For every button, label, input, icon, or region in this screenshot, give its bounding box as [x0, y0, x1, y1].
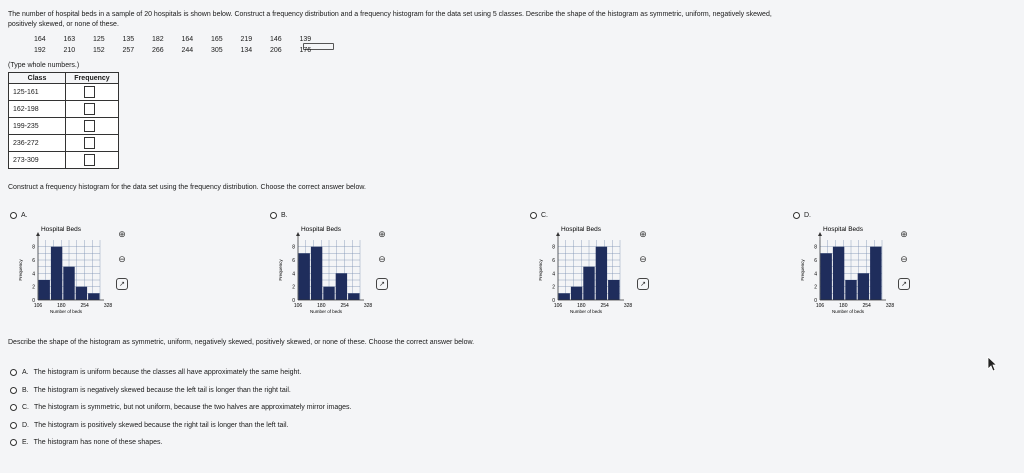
histogram-bar	[299, 253, 310, 300]
radio-shape-c[interactable]	[10, 404, 17, 411]
zoom-out-icon[interactable]: ⊖	[639, 253, 647, 264]
chart-tools-b	[376, 228, 390, 303]
histogram-bar	[596, 247, 607, 300]
data-value: 206	[270, 47, 282, 54]
chart-title: Hospital Beds	[560, 226, 602, 233]
question-prompt	[8, 10, 1020, 30]
data-value: 152	[93, 47, 105, 54]
y-axis-arrow	[296, 232, 300, 236]
x-axis-label: Number of beds	[831, 309, 865, 314]
x-tick-label: 106	[33, 303, 43, 309]
y-tick-label: 2	[292, 284, 295, 291]
histogram-bar	[39, 280, 50, 300]
data-value: 164	[34, 36, 46, 43]
histogram-bar	[845, 280, 856, 300]
zoom-out-icon[interactable]: ⊖	[118, 253, 126, 264]
histogram-bar	[63, 267, 74, 300]
radio-shape-a[interactable]	[10, 369, 17, 376]
histogram-bar	[348, 293, 359, 300]
x-tick-label: 328	[103, 303, 113, 309]
y-axis-label: Frequency	[18, 259, 23, 281]
histogram-bar	[336, 273, 347, 300]
y-axis-label: Frequency	[278, 259, 283, 281]
data-value: 182	[152, 36, 164, 43]
frequency-cell	[66, 84, 119, 101]
class-cell: 199-235	[9, 118, 66, 135]
answer-text: The histogram is symmetric, but not uniform, because the two halves are approximately mirror images.	[34, 404, 352, 412]
x-tick-label: 328	[885, 303, 895, 309]
y-tick-label: 0	[552, 298, 555, 304]
data-value: 146	[270, 36, 282, 43]
x-axis-label: Number of beds	[569, 309, 603, 314]
zoom-in-icon[interactable]: ⊕	[118, 228, 126, 239]
frequency-cell	[66, 135, 119, 152]
shape-question: Describe the shape of the histogram as symmetric, uniform, negatively skewed, positively skewed, or none of these. Choose the correct answer below.	[8, 339, 475, 346]
data-row-2	[34, 47, 329, 54]
histogram-bar	[88, 293, 99, 300]
y-tick-label: 4	[814, 271, 817, 278]
chart-title: Hospital Beds	[300, 226, 342, 233]
y-tick-label: 6	[32, 258, 35, 264]
answer-letter: D.	[22, 421, 29, 429]
frequency-input[interactable]	[84, 86, 95, 98]
histogram-bar	[821, 253, 832, 300]
class-cell: 273-309	[9, 152, 66, 169]
histogram-bar	[870, 247, 881, 300]
zoom-in-icon[interactable]: ⊕	[378, 228, 386, 239]
class-cell: 236-272	[9, 135, 66, 152]
chart-title: Hospital Beds	[40, 226, 82, 233]
table-row	[9, 101, 119, 118]
table-row	[9, 152, 119, 169]
x-tick-label: 254	[600, 303, 609, 309]
pop-out-icon[interactable]: ↗	[376, 278, 388, 290]
shape-answer-b[interactable]	[10, 382, 351, 400]
zoom-in-icon[interactable]: ⊕	[900, 228, 908, 239]
y-tick-label: 6	[292, 258, 295, 264]
histogram-bar	[608, 280, 619, 300]
data-value: 210	[63, 47, 76, 54]
frequency-input[interactable]	[84, 154, 95, 166]
zoom-in-icon[interactable]: ⊕	[639, 228, 647, 239]
shape-answer-a[interactable]	[10, 364, 351, 382]
x-tick-label: 106	[815, 303, 825, 309]
histogram-d	[790, 218, 970, 328]
radio-shape-b[interactable]	[10, 387, 17, 394]
histogram-bar	[833, 247, 844, 300]
x-tick-label: 254	[80, 303, 89, 309]
histogram-b	[268, 218, 448, 328]
chart-tools-a	[116, 228, 130, 303]
class-header: Class	[9, 73, 66, 84]
x-tick-label: 254	[340, 303, 349, 309]
data-value: 134	[240, 47, 253, 54]
shape-answer-d[interactable]	[10, 417, 351, 435]
option-letter: A.	[21, 212, 28, 219]
x-axis-label: Number of beds	[49, 309, 83, 314]
histogram-a	[8, 218, 188, 328]
x-tick-label: 254	[862, 303, 871, 309]
y-tick-label: 0	[292, 298, 295, 304]
y-tick-label: 0	[32, 298, 35, 304]
class-cell: 162-198	[9, 101, 66, 118]
pop-out-icon[interactable]: ↗	[637, 278, 649, 290]
y-tick-label: 6	[814, 258, 817, 264]
zoom-out-icon[interactable]: ⊖	[900, 253, 908, 264]
y-axis-arrow	[556, 232, 560, 236]
answer-text: The histogram is negatively skewed because the left tail is longer than the right tail.	[33, 386, 291, 394]
class-cell: 125-161	[9, 84, 66, 101]
shape-answer-e[interactable]	[10, 434, 351, 452]
table-row	[9, 135, 119, 152]
answer-letter: C.	[22, 404, 29, 412]
hint-text: (Type whole numbers.)	[8, 62, 80, 69]
data-value: 125	[93, 36, 105, 43]
x-tick-label: 180	[839, 303, 848, 309]
y-tick-label: 8	[552, 244, 555, 251]
prompt-line-2: positively skewed, or none of these.	[8, 21, 119, 28]
frequency-cell	[66, 118, 119, 135]
y-tick-label: 2	[32, 284, 35, 291]
answer-letter: E.	[22, 439, 29, 447]
histogram-bar	[51, 247, 62, 300]
data-value: 257	[122, 47, 135, 54]
chart-tools-c	[637, 228, 651, 303]
y-tick-label: 8	[32, 244, 35, 251]
data-value: 219	[240, 36, 253, 43]
chart-tools-d	[898, 228, 912, 303]
data-value: 139	[300, 36, 330, 52]
y-axis-arrow	[36, 232, 40, 236]
data-value: 176	[299, 47, 312, 54]
histogram-question: Construct a frequency histogram for the data set using the frequency distribution. Choose the correct answer below.	[8, 184, 366, 191]
x-tick-label: 106	[293, 303, 303, 309]
radio-shape-d[interactable]	[10, 422, 17, 429]
frequency-table	[8, 72, 119, 169]
shape-answer-c[interactable]	[10, 399, 351, 417]
histogram-bar	[323, 287, 334, 300]
y-tick-label: 4	[292, 271, 295, 278]
x-axis-label: Number of beds	[309, 309, 343, 314]
pop-out-icon[interactable]: ↗	[898, 278, 910, 290]
y-tick-label: 0	[814, 298, 817, 304]
histogram-bar	[311, 247, 322, 300]
data-value: 266	[152, 47, 164, 54]
x-tick-label: 180	[57, 303, 66, 309]
data-value: 135	[122, 36, 135, 43]
y-axis-arrow	[818, 232, 822, 236]
y-tick-label: 4	[552, 271, 555, 278]
y-tick-label: 2	[552, 284, 555, 291]
frequency-input[interactable]	[84, 137, 95, 149]
data-value: 192	[34, 47, 46, 54]
shape-answer-list	[10, 364, 351, 452]
y-axis-label: Frequency	[800, 259, 805, 281]
answer-text: The histogram has none of these shapes.	[33, 439, 163, 447]
y-tick-label: 6	[552, 258, 555, 264]
x-tick-label: 106	[553, 303, 563, 309]
answer-letter: A.	[22, 369, 29, 377]
prompt-line-1: The number of hospital beds in a sample of 20 hospitals is shown below. Construct a frequency distribution and a frequency histogram for the data set using 5 classes. Describe the shape of the histogram as symmetric, uniform, negatively skewed,	[8, 11, 772, 18]
cursor-icon	[987, 356, 997, 372]
chart-title: Hospital Beds	[822, 226, 864, 233]
frequency-cell	[66, 101, 119, 118]
radio-shape-e[interactable]	[10, 439, 17, 446]
pop-out-icon[interactable]: ↗	[116, 278, 128, 290]
y-tick-label: 8	[814, 244, 817, 251]
histogram-bar	[571, 287, 582, 300]
y-tick-label: 8	[292, 244, 295, 251]
table-row	[9, 84, 119, 101]
y-tick-label: 2	[814, 284, 817, 291]
answer-letter: B.	[22, 386, 29, 394]
histogram-bar	[583, 267, 594, 300]
data-value: 244	[181, 47, 194, 54]
x-tick-label: 328	[363, 303, 373, 309]
x-tick-label: 328	[623, 303, 633, 309]
histogram-bar	[559, 293, 570, 300]
frequency-input[interactable]	[84, 103, 95, 115]
x-tick-label: 180	[317, 303, 326, 309]
answer-text: The histogram is positively skewed because the right tail is longer than the left tail.	[34, 421, 289, 429]
answer-text: The histogram is uniform because the classes all have approximately the same height.	[33, 369, 302, 377]
frequency-header: Frequency	[66, 73, 119, 84]
data-value: 305	[211, 47, 223, 54]
histogram-bar	[858, 273, 869, 300]
histogram-bar	[76, 287, 87, 300]
option-letter: B.	[281, 212, 288, 219]
option-letter: C.	[541, 212, 548, 219]
y-axis-label: Frequency	[538, 259, 543, 281]
frequency-input[interactable]	[84, 120, 95, 132]
data-value: 165	[211, 36, 223, 43]
histogram-c	[528, 218, 708, 328]
x-tick-label: 180	[577, 303, 586, 309]
frequency-cell	[66, 152, 119, 169]
data-value: 164	[181, 36, 194, 43]
y-tick-label: 4	[32, 271, 35, 278]
zoom-out-icon[interactable]: ⊖	[378, 253, 386, 264]
option-letter: D.	[804, 212, 811, 219]
table-row	[9, 118, 119, 135]
data-value: 163	[63, 36, 76, 43]
